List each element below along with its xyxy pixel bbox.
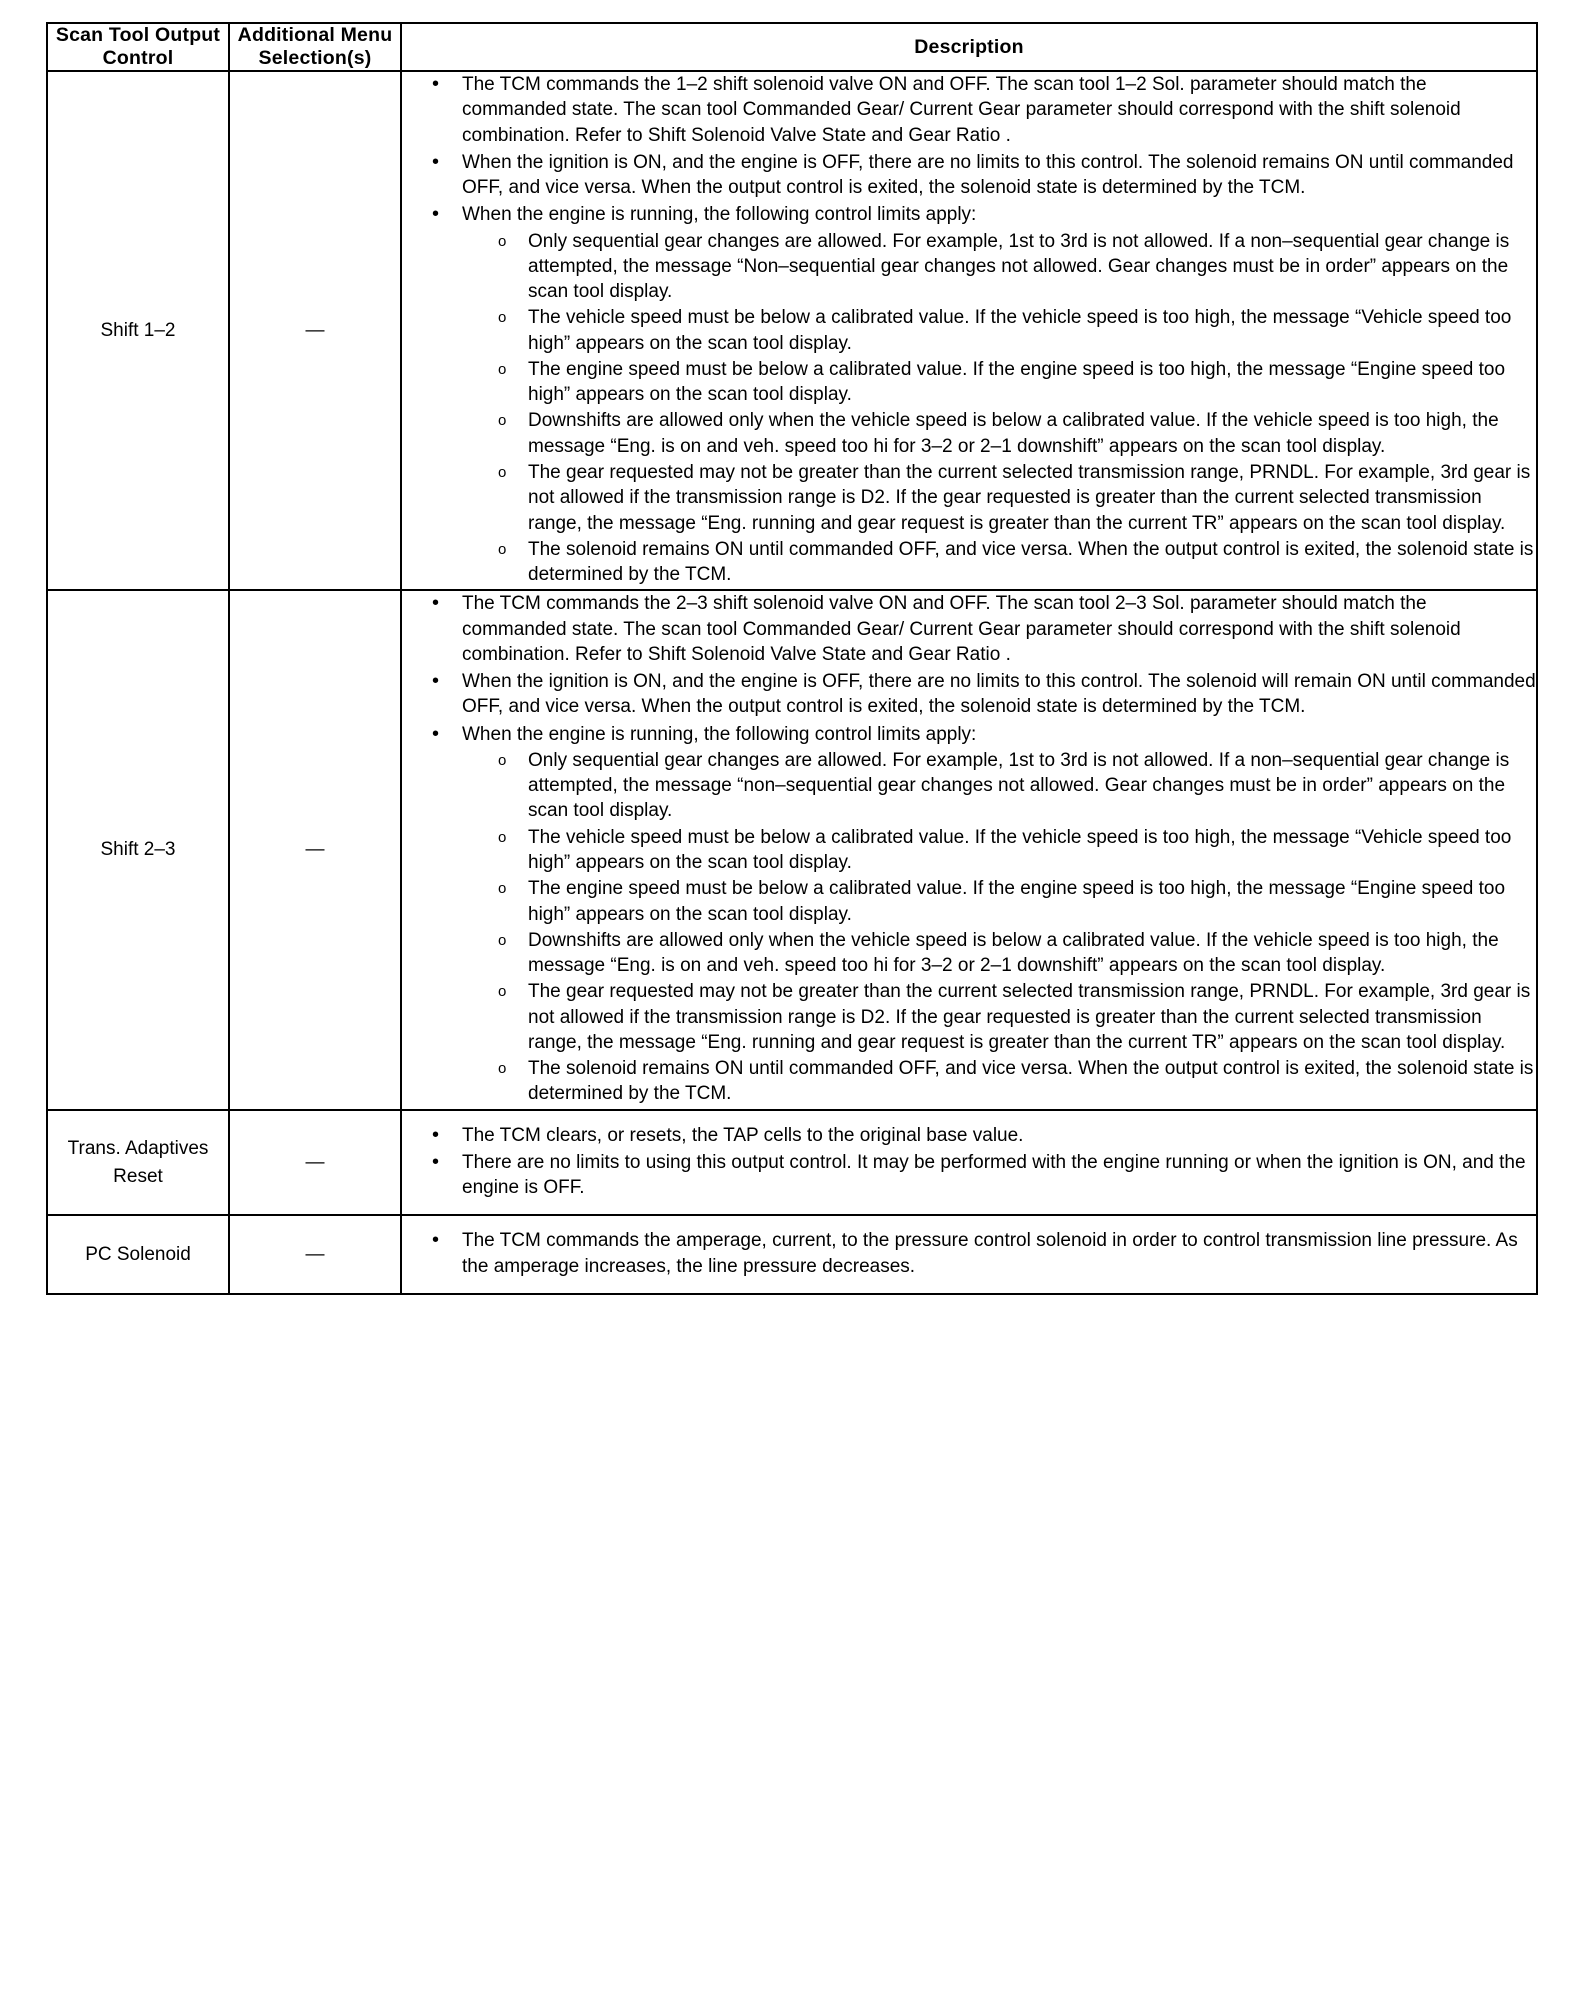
sub-bullet-item (462, 928, 1536, 979)
column-header-scan-tool-output-control: Scan Tool Output Control (47, 23, 229, 71)
sub-bullet-text: o The gear requested may not be greater than the current selected transmission range, PRNDL. For example, 3rd gear is not allowed if the transmission range is D2. If the gear requested is greater than the current selected transmission range, the message “Eng. running and gear request is greater than the current TR” appears on the scan tool display. (528, 461, 1531, 534)
sub-bullet-item (462, 748, 1536, 824)
sub-bullet-item (462, 876, 1536, 927)
sub-bullet-item (462, 460, 1536, 536)
cell-additional-menu-selection: — (229, 71, 401, 590)
table-row (47, 1110, 1537, 1216)
sub-bullet-item (462, 357, 1536, 408)
table-row (47, 71, 1537, 590)
bullet-text: • The TCM clears, or resets, the TAP cells to the original base value. (462, 1124, 1024, 1146)
sub-bullet-text: o The gear requested may not be greater than the current selected transmission range, PRNDL. For example, 3rd gear is not allowed if the transmission range is D2. If the gear requested is greater than the current selected transmission range, the message “Eng. running and gear request is greater than the current TR” appears on the scan tool display. (528, 981, 1531, 1053)
bullet-text: • When the ignition is ON, and the engine is OFF, there are no limits to this control. The solenoid remains ON until commanded OFF, and vice versa. When the output control is exited, the solenoid state is determined by the TCM. (462, 151, 1514, 199)
cell-description (401, 590, 1537, 1109)
sub-bullet-item (462, 1056, 1536, 1107)
cell-description (401, 1215, 1537, 1294)
bullet-text: • The TCM commands the 2–3 shift solenoid valve ON and OFF. The scan tool 2–3 Sol. parameter should match the commanded state. The scan tool Commanded Gear/ Current Gear parameter should correspond with the shift solenoid combination. Refer to Shift Solenoid Valve State and Gear Ratio . (462, 593, 1461, 665)
bullet-item (402, 1123, 1536, 1148)
cell-additional-menu-selection: — (229, 1215, 401, 1294)
bullet-text: • When the engine is running, the following control limits apply: (462, 723, 977, 745)
sub-bullet-text: o The solenoid remains ON until commanded OFF, and vice versa. When the output control is exited, the solenoid state is determined by the TCM. (528, 538, 1534, 586)
description-sub-bullet-list (462, 748, 1536, 1107)
sub-bullet-text: o The engine speed must be below a calibrated value. If the engine speed is too high, the message “Engine speed too high” appears on the scan tool display. (528, 878, 1506, 925)
cell-additional-menu-selection: — (229, 1110, 401, 1216)
cell-scan-tool-output-control: PC Solenoid (47, 1215, 229, 1294)
sub-bullet-text: o The solenoid remains ON until commanded OFF, and vice versa. When the output control is exited, the solenoid state is determined by the TCM. (528, 1058, 1534, 1105)
sub-bullet-item (462, 229, 1536, 305)
description-bullet-list (402, 72, 1536, 587)
cell-scan-tool-output-control: Shift 2–3 (47, 590, 229, 1109)
sub-bullet-text: o The engine speed must be below a calibrated value. If the engine speed is too high, the message “Engine speed too high” appears on the scan tool display. (528, 358, 1506, 406)
table-body (47, 71, 1537, 1294)
bullet-text: • The TCM commands the 1–2 shift solenoid valve ON and OFF. The scan tool 1–2 Sol. parameter should match the commanded state. The scan tool Commanded Gear/ Current Gear parameter should correspond with the shift solenoid combination. Refer to Shift Solenoid Valve State and Gear Ratio . (462, 74, 1461, 146)
sub-bullet-text: o The vehicle speed must be below a calibrated value. If the vehicle speed is too high, the message “Vehicle speed too high” appears on the scan tool display. (528, 307, 1512, 354)
bullet-item (402, 591, 1536, 667)
sub-bullet-text: o Only sequential gear changes are allowed. For example, 1st to 3rd is not allowed. If a non–sequential gear change is attempted, the message “non–sequential gear changes not allowed. Gear changes must be in order” appears on the scan tool display. (528, 749, 1510, 822)
description-bullet-list (402, 1123, 1536, 1201)
table-row (47, 1215, 1537, 1294)
bullet-text: • When the ignition is ON, and the engine is OFF, there are no limits to this control. The solenoid will remain ON until commanded OFF, and vice versa. When the output control is exited, the solenoid state is determined by the TCM. (462, 671, 1536, 718)
sub-bullet-item (462, 408, 1536, 459)
column-header-description: Description (401, 23, 1537, 71)
cell-additional-menu-selection: — (229, 590, 401, 1109)
bullet-text: • The TCM commands the amperage, current, to the pressure control solenoid in order to control transmission line pressure. As the amperage increases, the line pressure decreases. (462, 1230, 1518, 1277)
scan-tool-output-control-table (46, 22, 1538, 1295)
cell-description (401, 1110, 1537, 1216)
sub-bullet-text: o Only sequential gear changes are allowed. For example, 1st to 3rd is not allowed. If a non–sequential gear change is attempted, the message “Non–sequential gear changes not allowed. Gear changes must be in order” appears on the scan tool display. (528, 230, 1510, 303)
bullet-item (402, 669, 1536, 720)
description-bullet-list (402, 1228, 1536, 1279)
sub-bullet-text: o Downshifts are allowed only when the vehicle speed is below a calibrated value. If the vehicle speed is too high, the message “Eng. is on and veh. speed too hi for 3–2 or 2–1 downshift” appears on the scan tool display. (528, 929, 1499, 977)
bullet-text: • There are no limits to using this output control. It may be performed with the engine running or when the ignition is ON, and the engine is OFF. (462, 1151, 1526, 1199)
bullet-item (402, 722, 1536, 1107)
bullet-item (402, 150, 1536, 201)
bullet-item (402, 1228, 1536, 1279)
sub-bullet-item (462, 825, 1536, 876)
description-sub-bullet-list (462, 229, 1536, 588)
description-bullet-list (402, 591, 1536, 1106)
sub-bullet-item (462, 537, 1536, 588)
bullet-item (402, 1150, 1536, 1201)
bullet-item (402, 72, 1536, 148)
cell-scan-tool-output-control: Shift 1–2 (47, 71, 229, 590)
bullet-text: • When the engine is running, the following control limits apply: (462, 204, 977, 226)
sub-bullet-item (462, 305, 1536, 356)
cell-scan-tool-output-control: Trans. Adaptives Reset (47, 1110, 229, 1216)
column-header-additional-menu-selections: Additional Menu Selection(s) (229, 23, 401, 71)
sub-bullet-text: o The vehicle speed must be below a calibrated value. If the vehicle speed is too high, the message “Vehicle speed too high” appears on the scan tool display. (528, 826, 1512, 873)
sub-bullet-item (462, 979, 1536, 1055)
bullet-item (402, 202, 1536, 587)
table-header-row (47, 23, 1537, 71)
cell-description (401, 71, 1537, 590)
sub-bullet-text: o Downshifts are allowed only when the vehicle speed is below a calibrated value. If the vehicle speed is too high, the message “Eng. is on and veh. speed too hi for 3–2 or 2–1 downshift” appears on the scan tool display. (528, 410, 1499, 457)
table-row (47, 590, 1537, 1109)
table-header (47, 23, 1537, 71)
